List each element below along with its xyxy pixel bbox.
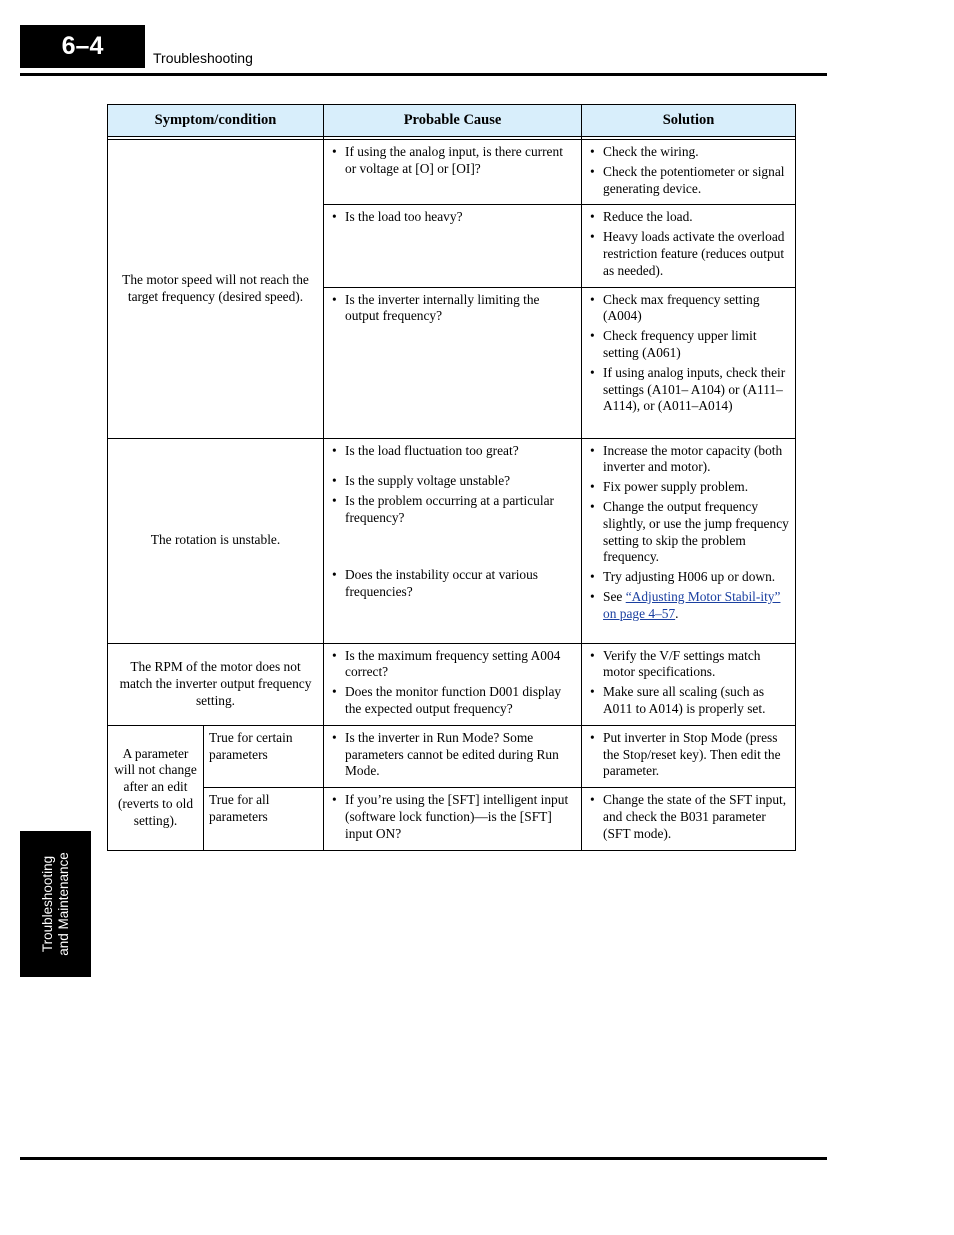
list-item: • Fix power supply problem.: [587, 479, 790, 496]
cause-cell: [324, 287, 582, 438]
list-item: • Is the load fluctuation too great?: [329, 443, 576, 460]
list-item: • If using the analog input, is there current or voltage at [O] or [OI]?: [329, 144, 576, 178]
list-item: • Is the load too heavy?: [329, 209, 576, 226]
side-tab-line-2: and Maintenance: [55, 852, 71, 956]
condition-cell: True for all parameters: [204, 788, 324, 850]
header-rule: [20, 73, 827, 76]
cause-cell: [324, 788, 582, 850]
see-prefix: See: [603, 588, 626, 604]
list-item: • Is the maximum frequency setting A004 correct?: [329, 648, 576, 682]
table-row: [108, 140, 796, 205]
table-row: [108, 725, 796, 787]
list-item: • Is the inverter in Run Mode? Some parameters cannot be edited during Run Mode.: [329, 730, 576, 780]
cause-cell: [324, 725, 582, 787]
table-header-row: [108, 105, 796, 137]
list-item: • Check frequency upper limit setting (A061): [587, 328, 790, 362]
list-item: • Check the potentiometer or signal generating device.: [587, 164, 790, 198]
symptom-cell: The RPM of the motor does not match the inverter output frequency setting.: [108, 643, 324, 725]
solution-cell: [582, 287, 796, 438]
condition-cell: True for certain parameters: [204, 725, 324, 787]
list-item: • Is the inverter internally limiting the output frequency?: [329, 292, 576, 326]
page-number: 6–4: [20, 25, 145, 68]
list-item: • Check max frequency setting (A004): [587, 292, 790, 326]
list-item: • Reduce the load.: [587, 209, 790, 226]
solution-cell: [582, 438, 796, 643]
solution-cell: [582, 205, 796, 287]
list-item: • If using analog inputs, check their settings (A101– A104) or (A111–A114), or (A011–A014): [587, 365, 790, 415]
see-suffix: .: [675, 605, 679, 621]
solution-cell: [582, 788, 796, 850]
cause-cell: [324, 205, 582, 287]
list-item: • If you’re using the [SFT] intelligent input (software lock function)—is the [SFT] input ON?: [329, 792, 576, 842]
side-tab-label: [40, 852, 72, 956]
chapter-side-tab: [20, 831, 91, 977]
list-item: [587, 589, 790, 623]
list-item: • Try adjusting H006 up or down.: [587, 569, 790, 586]
list-item: • Does the monitor function D001 display the expected output frequency?: [329, 684, 576, 718]
cross-reference-link[interactable]: “Adjusting Motor Stabil-ity” on page 4–57: [603, 588, 781, 621]
solution-cell: [582, 643, 796, 725]
symptom-cell: The rotation is unstable.: [108, 438, 324, 643]
list-item: • Make sure all scaling (such as A011 to A014) is properly set.: [587, 684, 790, 718]
list-item: • Heavy loads activate the overload restriction feature (reduces output as needed).: [587, 229, 790, 279]
list-item: • Change the output frequency slightly, or use the jump frequency setting to skip the problem frequency.: [587, 499, 790, 566]
header-cause: Probable Cause: [324, 105, 582, 137]
header-symptom: Symptom/condition: [108, 105, 324, 137]
list-item: • Does the instability occur at various frequencies?: [329, 567, 576, 601]
cause-cell: [324, 438, 582, 643]
cause-cell: [324, 643, 582, 725]
side-tab-line-1: Troubleshooting: [39, 855, 55, 953]
list-item: • Increase the motor capacity (both inverter and motor).: [587, 443, 790, 477]
troubleshooting-table: [107, 104, 796, 851]
symptom-cell: A parameter will not change after an edit (reverts to old setting).: [108, 725, 204, 850]
table-row: [108, 643, 796, 725]
symptom-cell: The motor speed will not reach the target frequency (desired speed).: [108, 140, 324, 439]
section-title: Troubleshooting: [153, 50, 253, 66]
list-item: • Verify the V/F settings match motor specifications.: [587, 648, 790, 682]
solution-cell: [582, 140, 796, 205]
list-item: • Put inverter in Stop Mode (press the Stop/reset key). Then edit the parameter.: [587, 730, 790, 780]
table-row: [108, 788, 796, 850]
list-item: • Change the state of the SFT input, and check the B031 parameter (SFT mode).: [587, 792, 790, 842]
cause-cell: [324, 140, 582, 205]
header-solution: Solution: [582, 105, 796, 137]
list-item: • Is the supply voltage unstable?: [329, 473, 576, 490]
solution-cell: [582, 725, 796, 787]
footer-rule: [20, 1157, 827, 1160]
list-item: • Check the wiring.: [587, 144, 790, 161]
table-row: [108, 438, 796, 643]
list-item: • Is the problem occurring at a particular frequency?: [329, 493, 576, 527]
